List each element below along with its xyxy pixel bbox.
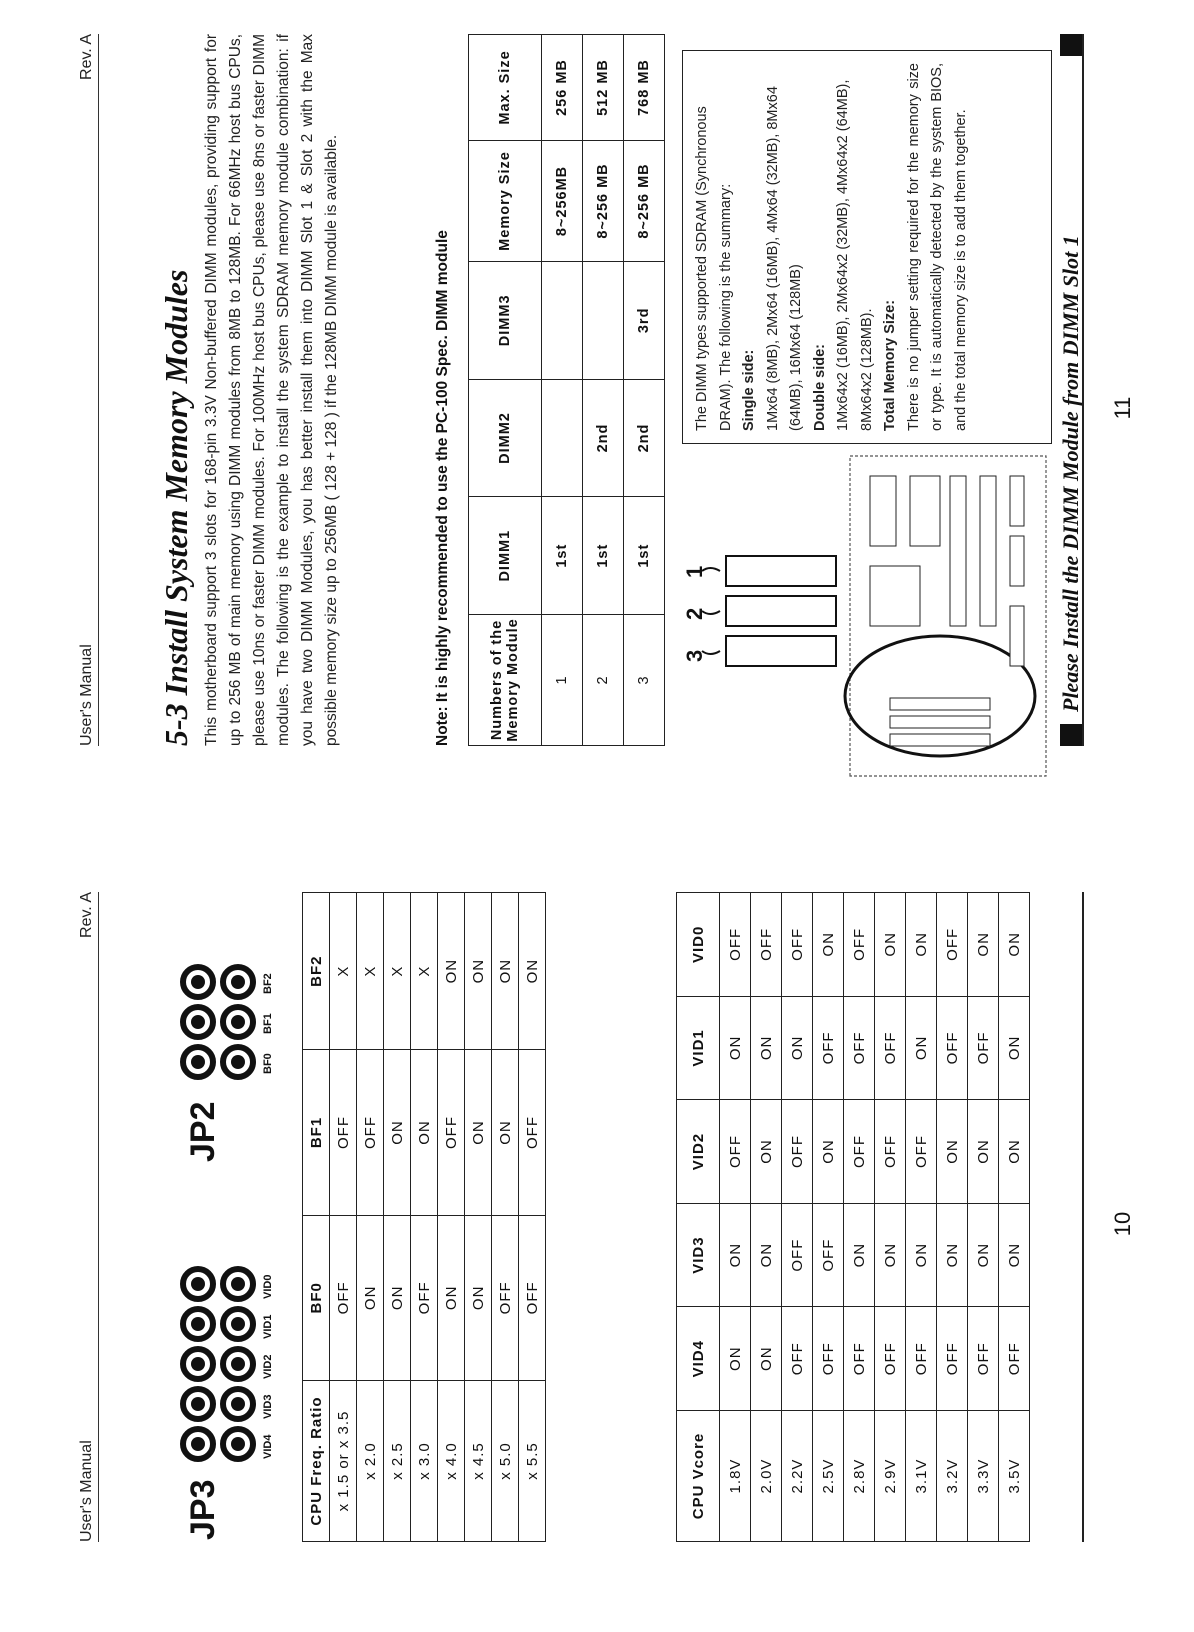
jp2-pin-block [180,964,256,1080]
table-cell: X [384,893,411,1050]
jumper-pin [220,1044,256,1080]
table-cell: 3.3V [968,1411,999,1542]
jumper-pin [220,1266,256,1302]
table-cell: 2.2V [782,1411,813,1542]
table-cell: 1st [542,497,583,615]
table-row [492,893,519,1542]
column-header: BF1 [303,1050,330,1215]
table-cell: OFF [330,1050,357,1215]
table-cell: ON [438,893,465,1050]
table-row [906,893,937,1542]
table-cell: 3 [624,615,665,746]
jp3-pin-label: VID1 [262,1314,274,1339]
double-side-label: Double side: [811,343,828,431]
table-cell: x 5.5 [519,1381,546,1542]
jp3-pin-label: VID2 [262,1354,274,1379]
table-row [438,893,465,1542]
table-row [844,893,875,1542]
header-revision: Rev. A [78,892,95,938]
column-header: BF0 [303,1215,330,1380]
column-header: CPU Vcore [677,1411,720,1542]
table-cell: 2.5V [813,1411,844,1542]
jumper-pin [180,1426,216,1462]
table-cell: ON [813,1100,844,1204]
single-side-text: 1Mx64 (8MB), 2Mx64 (16MB), 4Mx64 (32MB), 8Mx64 (64MB), 16Mx64 (128MB) [764,86,804,431]
dimm-slot-2 [726,596,836,626]
table-cell: X [411,893,438,1050]
table-cell: ON [411,1050,438,1215]
column-header: VID3 [677,1203,720,1307]
table-cell: x 3.0 [411,1381,438,1542]
table-cell: OFF [999,1307,1030,1411]
jp3-pin-block [180,1266,256,1462]
jp3-pin-label: VID0 [262,1274,274,1299]
table-cell: OFF [968,1307,999,1411]
table-row [519,893,546,1542]
table-cell: ON [968,1203,999,1307]
table-header-row [677,893,720,1542]
jumper-pin [220,1426,256,1462]
table-cell: OFF [937,1307,968,1411]
table-row [583,35,624,746]
page-number: 10 [1110,1211,1135,1237]
table-cell: ON [384,1050,411,1215]
table-cell: 8~256 MB [583,141,624,262]
column-header: VID4 [677,1307,720,1411]
jumper-pin [180,1044,216,1080]
table-cell: ON [813,893,844,997]
table-cell: 2.9V [875,1411,906,1542]
ide-connector [1010,476,1024,526]
isa-slot [950,476,966,626]
board-dimm-socket [890,716,990,728]
table-cell: 1 [542,615,583,746]
table-cell [542,262,583,380]
table-cell: OFF [844,996,875,1100]
table-cell: ON [999,1100,1030,1204]
table-cell: 2nd [583,379,624,497]
cpu-vcore-table [676,892,1030,1542]
table-row [782,893,813,1542]
table-cell: ON [751,996,782,1100]
table-cell: 2 [583,615,624,746]
table-cell: 8~256MB [542,141,583,262]
page-number: 11 [1110,396,1135,420]
table-cell: ON [465,1215,492,1380]
table-cell: OFF [875,1307,906,1411]
table-cell: 1.8V [720,1411,751,1542]
table-header-row [469,35,542,746]
chipset [870,476,896,546]
jumper-pin [220,1346,256,1382]
jumper-pin [180,1004,216,1040]
table-cell: OFF [906,1100,937,1204]
table-cell [583,262,624,380]
table-cell: OFF [844,893,875,997]
table-cell [542,379,583,497]
table-cell: ON [937,1203,968,1307]
table-cell: x 4.5 [465,1381,492,1542]
table-cell: OFF [782,1100,813,1204]
table-cell: OFF [438,1050,465,1215]
table-cell: ON [937,1100,968,1204]
table-row [624,35,665,746]
table-cell: ON [384,1215,411,1380]
table-cell: ON [999,893,1030,997]
column-header: BF2 [303,893,330,1050]
section-title: 5-3 Install System Memory Modules [158,269,194,746]
table-cell: ON [465,893,492,1050]
table-row [999,893,1030,1542]
table-row [542,35,583,746]
column-header: VID1 [677,996,720,1100]
single-side-label: Single side: [741,349,757,431]
jp2-pin-label: BF1 [262,1013,274,1034]
jumper-pin [180,1306,216,1342]
jumper-pin [220,1004,256,1040]
table-cell: OFF [751,893,782,997]
table-cell: OFF [906,1307,937,1411]
table-row [875,893,906,1542]
jumper-pin [220,1386,256,1422]
pc100-note: Note: It is highly recommended to use the PC-100 Spec. DIMM module [434,230,451,746]
dimm-slot-3 [726,636,836,666]
footer-rule [1082,34,1084,746]
body-paragraph: This motherboard support 3 slots for 168-pin 3.3V Non-buffered DIMM modules, providing support for up to 256 MB of main memory using DIMM modules from 8MB to 128MB. For 66MHz host bus CPUs, please use 10ns or faster DIMM modules. For 100MHz host bus CPUs, please use 8ns or faster DIMM modules. The following is the example to install the system SDRAM memory module combination: if you have two DIMM Modules, you has better install them into DIMM Slot 1 & Slot 2 with the Max possible memory size up to 256MB ( 128 + 128 ) if the 128MB DIMM module is available. [203,34,340,746]
jp3-pin-label: VID4 [262,1434,274,1459]
jp2-label: JP2 [184,1101,222,1162]
table-cell: 256 MB [542,35,583,141]
column-header: CPU Freq. Ratio [303,1381,330,1542]
table-cell: x 2.0 [357,1381,384,1542]
isa-slot [980,476,996,626]
page-10 [0,816,1194,1632]
column-header: DIMM2 [469,379,542,497]
cpu-socket [870,566,920,626]
table-cell: ON [844,1203,875,1307]
table-cell: ON [782,996,813,1100]
column-header: Memory Size [469,141,542,262]
ide-connector [1010,536,1024,586]
table-cell: 768 MB [624,35,665,141]
jumper-pin [180,1386,216,1422]
header-manual-title: User's Manual [78,1440,95,1542]
table-cell: ON [968,1100,999,1204]
dimm-slot-1 [726,556,836,586]
board-dimm-socket [890,734,990,746]
table-cell: OFF [519,1215,546,1380]
table-cell: OFF [782,893,813,997]
table-cell: ON [968,893,999,997]
table-cell: 3.2V [937,1411,968,1542]
table-cell: OFF [844,1100,875,1204]
table-cell: ON [465,1050,492,1215]
caption-marker-right [1060,34,1082,56]
table-cell: OFF [813,996,844,1100]
total-memory-label: Total Memory Size: [882,299,898,431]
jp2-pin-label: BF2 [262,973,274,994]
table-cell: OFF [968,996,999,1100]
table-cell: 512 MB [583,35,624,141]
table-cell: ON [519,893,546,1050]
table-cell: ON [999,996,1030,1100]
table-cell: OFF [813,1307,844,1411]
table-cell: ON [492,893,519,1050]
figure-caption: Please Install the DIMM Module from DIMM Slot 1 [1058,235,1083,712]
slot-number-label: 1 [682,565,707,578]
table-cell: ON [906,996,937,1100]
table-cell: ON [720,996,751,1100]
jp3-pin-label: VID3 [262,1394,274,1419]
motherboard-illustration [682,446,1050,786]
jp2-pin-label: BF0 [262,1053,274,1074]
header-manual-title: User's Manual [78,644,95,746]
table-cell: X [357,893,384,1050]
jumper-pin [220,964,256,1000]
pci-slots [910,476,940,546]
table-row [411,893,438,1542]
fdd-connector [1010,606,1024,666]
header-revision: Rev. A [78,34,95,80]
motherboard-drawing [690,446,1050,786]
table-row [720,893,751,1542]
table-cell: ON [906,893,937,997]
table-cell: 2nd [624,379,665,497]
table-cell: 1st [583,497,624,615]
jumper-pin [180,1346,216,1382]
dimm-combination-table [468,34,665,746]
table-cell: x 5.0 [492,1381,519,1542]
double-side-text: 1Mx64x2 (16MB), 2Mx64x2 (32MB), 4Mx64x2 (64MB), 8Mx64x2 (128MB). [835,79,875,431]
table-row [330,893,357,1542]
table-cell: OFF [782,1307,813,1411]
column-header: VID2 [677,1100,720,1204]
table-cell: OFF [875,996,906,1100]
caption-marker-left [1060,724,1082,746]
column-header: VID0 [677,893,720,997]
table-header-row [303,893,330,1542]
table-cell: OFF [844,1307,875,1411]
table-cell: OFF [937,893,968,997]
table-cell: X [330,893,357,1050]
table-cell: OFF [357,1050,384,1215]
footer-rule [1082,892,1084,1542]
table-cell: ON [751,1307,782,1411]
jp3-label: JP3 [184,1479,222,1540]
jumper-pin [180,964,216,1000]
table-row [968,893,999,1542]
table-cell: 3rd [624,262,665,380]
board-dimm-socket [890,698,990,710]
table-cell: OFF [519,1050,546,1215]
table-cell: x 4.0 [438,1381,465,1542]
column-header: Numbers of the Memory Module [469,615,542,746]
table-cell: ON [875,893,906,997]
slot-number-label: 2 [682,607,707,620]
column-header: Max. Size [469,35,542,141]
table-row [937,893,968,1542]
table-cell: ON [720,1307,751,1411]
table-row [813,893,844,1542]
table-row [465,893,492,1542]
table-cell: ON [751,1100,782,1204]
table-row [384,893,411,1542]
table-cell: OFF [875,1100,906,1204]
table-cell: ON [438,1215,465,1380]
table-cell: ON [999,1203,1030,1307]
jumper-pin [180,1266,216,1302]
table-cell: 3.5V [999,1411,1030,1542]
table-cell: x 1.5 or x 3.5 [330,1381,357,1542]
table-cell: ON [875,1203,906,1307]
table-cell: x 2.5 [384,1381,411,1542]
dimm-summary-box [682,50,1052,444]
table-cell: 1st [624,497,665,615]
jumper-pin [220,1306,256,1342]
cpu-freq-ratio-table [302,892,546,1542]
table-cell: OFF [720,1100,751,1204]
page-header [70,892,99,1542]
total-memory-text: There is no jumper setting required for the memory size or type. It is automatically detected by the system BIOS, and the total memory size is to add them together. [905,63,969,431]
table-cell: ON [720,1203,751,1307]
table-cell: 2.8V [844,1411,875,1542]
column-header: DIMM3 [469,262,542,380]
slot-number-label: 3 [682,649,707,662]
table-cell: OFF [720,893,751,997]
summary-intro: The DIMM types supported SDRAM (Synchronous DRAM). The following is the summary: [694,106,734,431]
table-row [751,893,782,1542]
table-cell: OFF [492,1215,519,1380]
page-header [70,34,99,746]
table-cell: OFF [411,1215,438,1380]
table-cell: 2.0V [751,1411,782,1542]
table-cell: 8~256 MB [624,141,665,262]
table-cell: OFF [330,1215,357,1380]
table-cell: OFF [782,1203,813,1307]
table-cell: ON [906,1203,937,1307]
table-cell: ON [357,1215,384,1380]
table-cell: OFF [813,1203,844,1307]
column-header: DIMM1 [469,497,542,615]
table-cell: OFF [937,996,968,1100]
table-cell: 3.1V [906,1411,937,1542]
table-cell: ON [751,1203,782,1307]
table-row [357,893,384,1542]
table-cell: ON [492,1050,519,1215]
